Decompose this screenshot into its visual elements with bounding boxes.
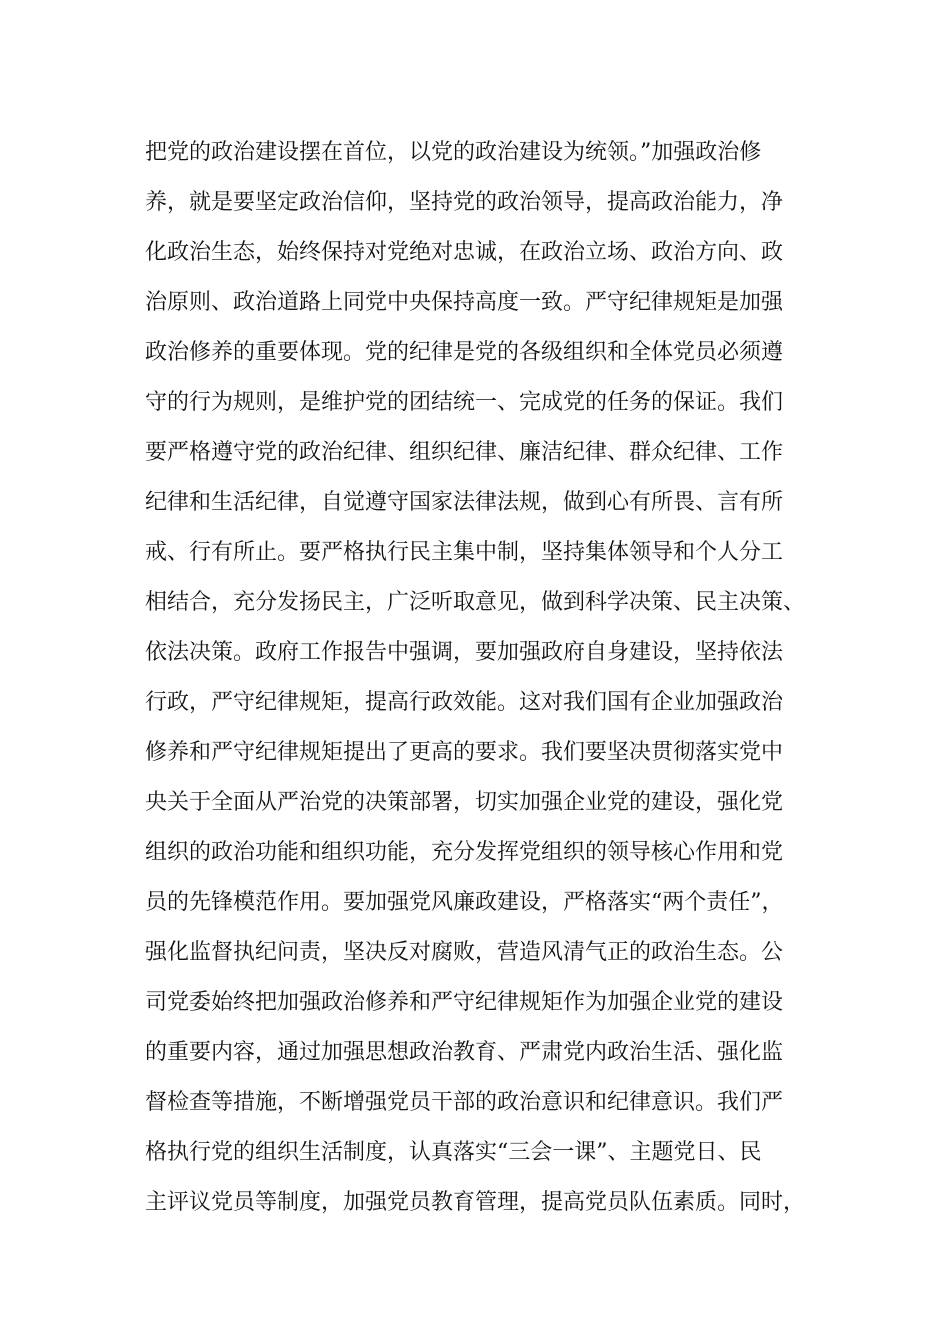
text-line: 行政，严守纪律规矩，提高行政效能。这对我们国有企业加强政治 <box>145 690 784 715</box>
text-line: 司党委始终把加强政治修养和严守纪律规矩作为加强企业党的建设 <box>145 990 784 1015</box>
text-line: 戒、行有所止。要严格执行民主集中制，坚持集体领导和个人分工 <box>145 540 784 565</box>
text-line: 督检查等措施，不断增强党员干部的政治意识和纪律意识。我们严 <box>145 1090 784 1115</box>
text-line: 养，就是要坚定政治信仰，坚持党的政治领导，提高政治能力，净 <box>145 190 784 215</box>
text-line: 员的先锋模范作用。要加强党风廉政建设，严格落实“两个责任”， <box>145 890 784 915</box>
text-line: 强化监督执纪问责，坚决反对腐败，营造风清气正的政治生态。公 <box>145 940 784 965</box>
text-line: 守的行为规则，是维护党的团结统一、完成党的任务的保证。我们 <box>145 390 784 415</box>
text-line: 主评议党员等制度，加强党员教育管理，提高党员队伍素质。同时， <box>145 1190 806 1215</box>
text-line: 治原则、政治道路上同党中央保持高度一致。严守纪律规矩是加强 <box>145 290 784 315</box>
text-line: 格执行党的组织生活制度，认真落实“三会一课”、主题党日、民 <box>145 1140 762 1165</box>
text-line: 修养和严守纪律规矩提出了更高的要求。我们要坚决贯彻落实党中 <box>145 740 784 765</box>
text-line: 纪律和生活纪律，自觉遵守国家法律法规，做到心有所畏、言有所 <box>145 490 784 515</box>
text-line: 相结合，充分发扬民主，广泛听取意见，做到科学决策、民主决策、 <box>145 590 806 615</box>
text-line: 的重要内容，通过加强思想政治教育、严肃党内政治生活、强化监 <box>145 1040 784 1065</box>
text-line: 依法决策。政府工作报告中强调，要加强政府自身建设，坚持依法 <box>145 640 784 665</box>
text-line: 组织的政治功能和组织功能，充分发挥党组织的领导核心作用和党 <box>145 840 784 865</box>
text-line: 政治修养的重要体现。党的纪律是党的各级组织和全体党员必须遵 <box>145 340 784 365</box>
text-line: 把党的政治建设摆在首位，以党的政治建设为统领。”加强政治修 <box>145 140 762 165</box>
text-line: 要严格遵守党的政治纪律、组织纪律、廉洁纪律、群众纪律、工作 <box>145 440 784 465</box>
text-line: 央关于全面从严治党的决策部署，切实加强企业党的建设，强化党 <box>145 790 784 815</box>
body-text <box>145 128 835 1228</box>
text-line: 化政治生态，始终保持对党绝对忠诚，在政治立场、政治方向、政 <box>145 240 784 265</box>
